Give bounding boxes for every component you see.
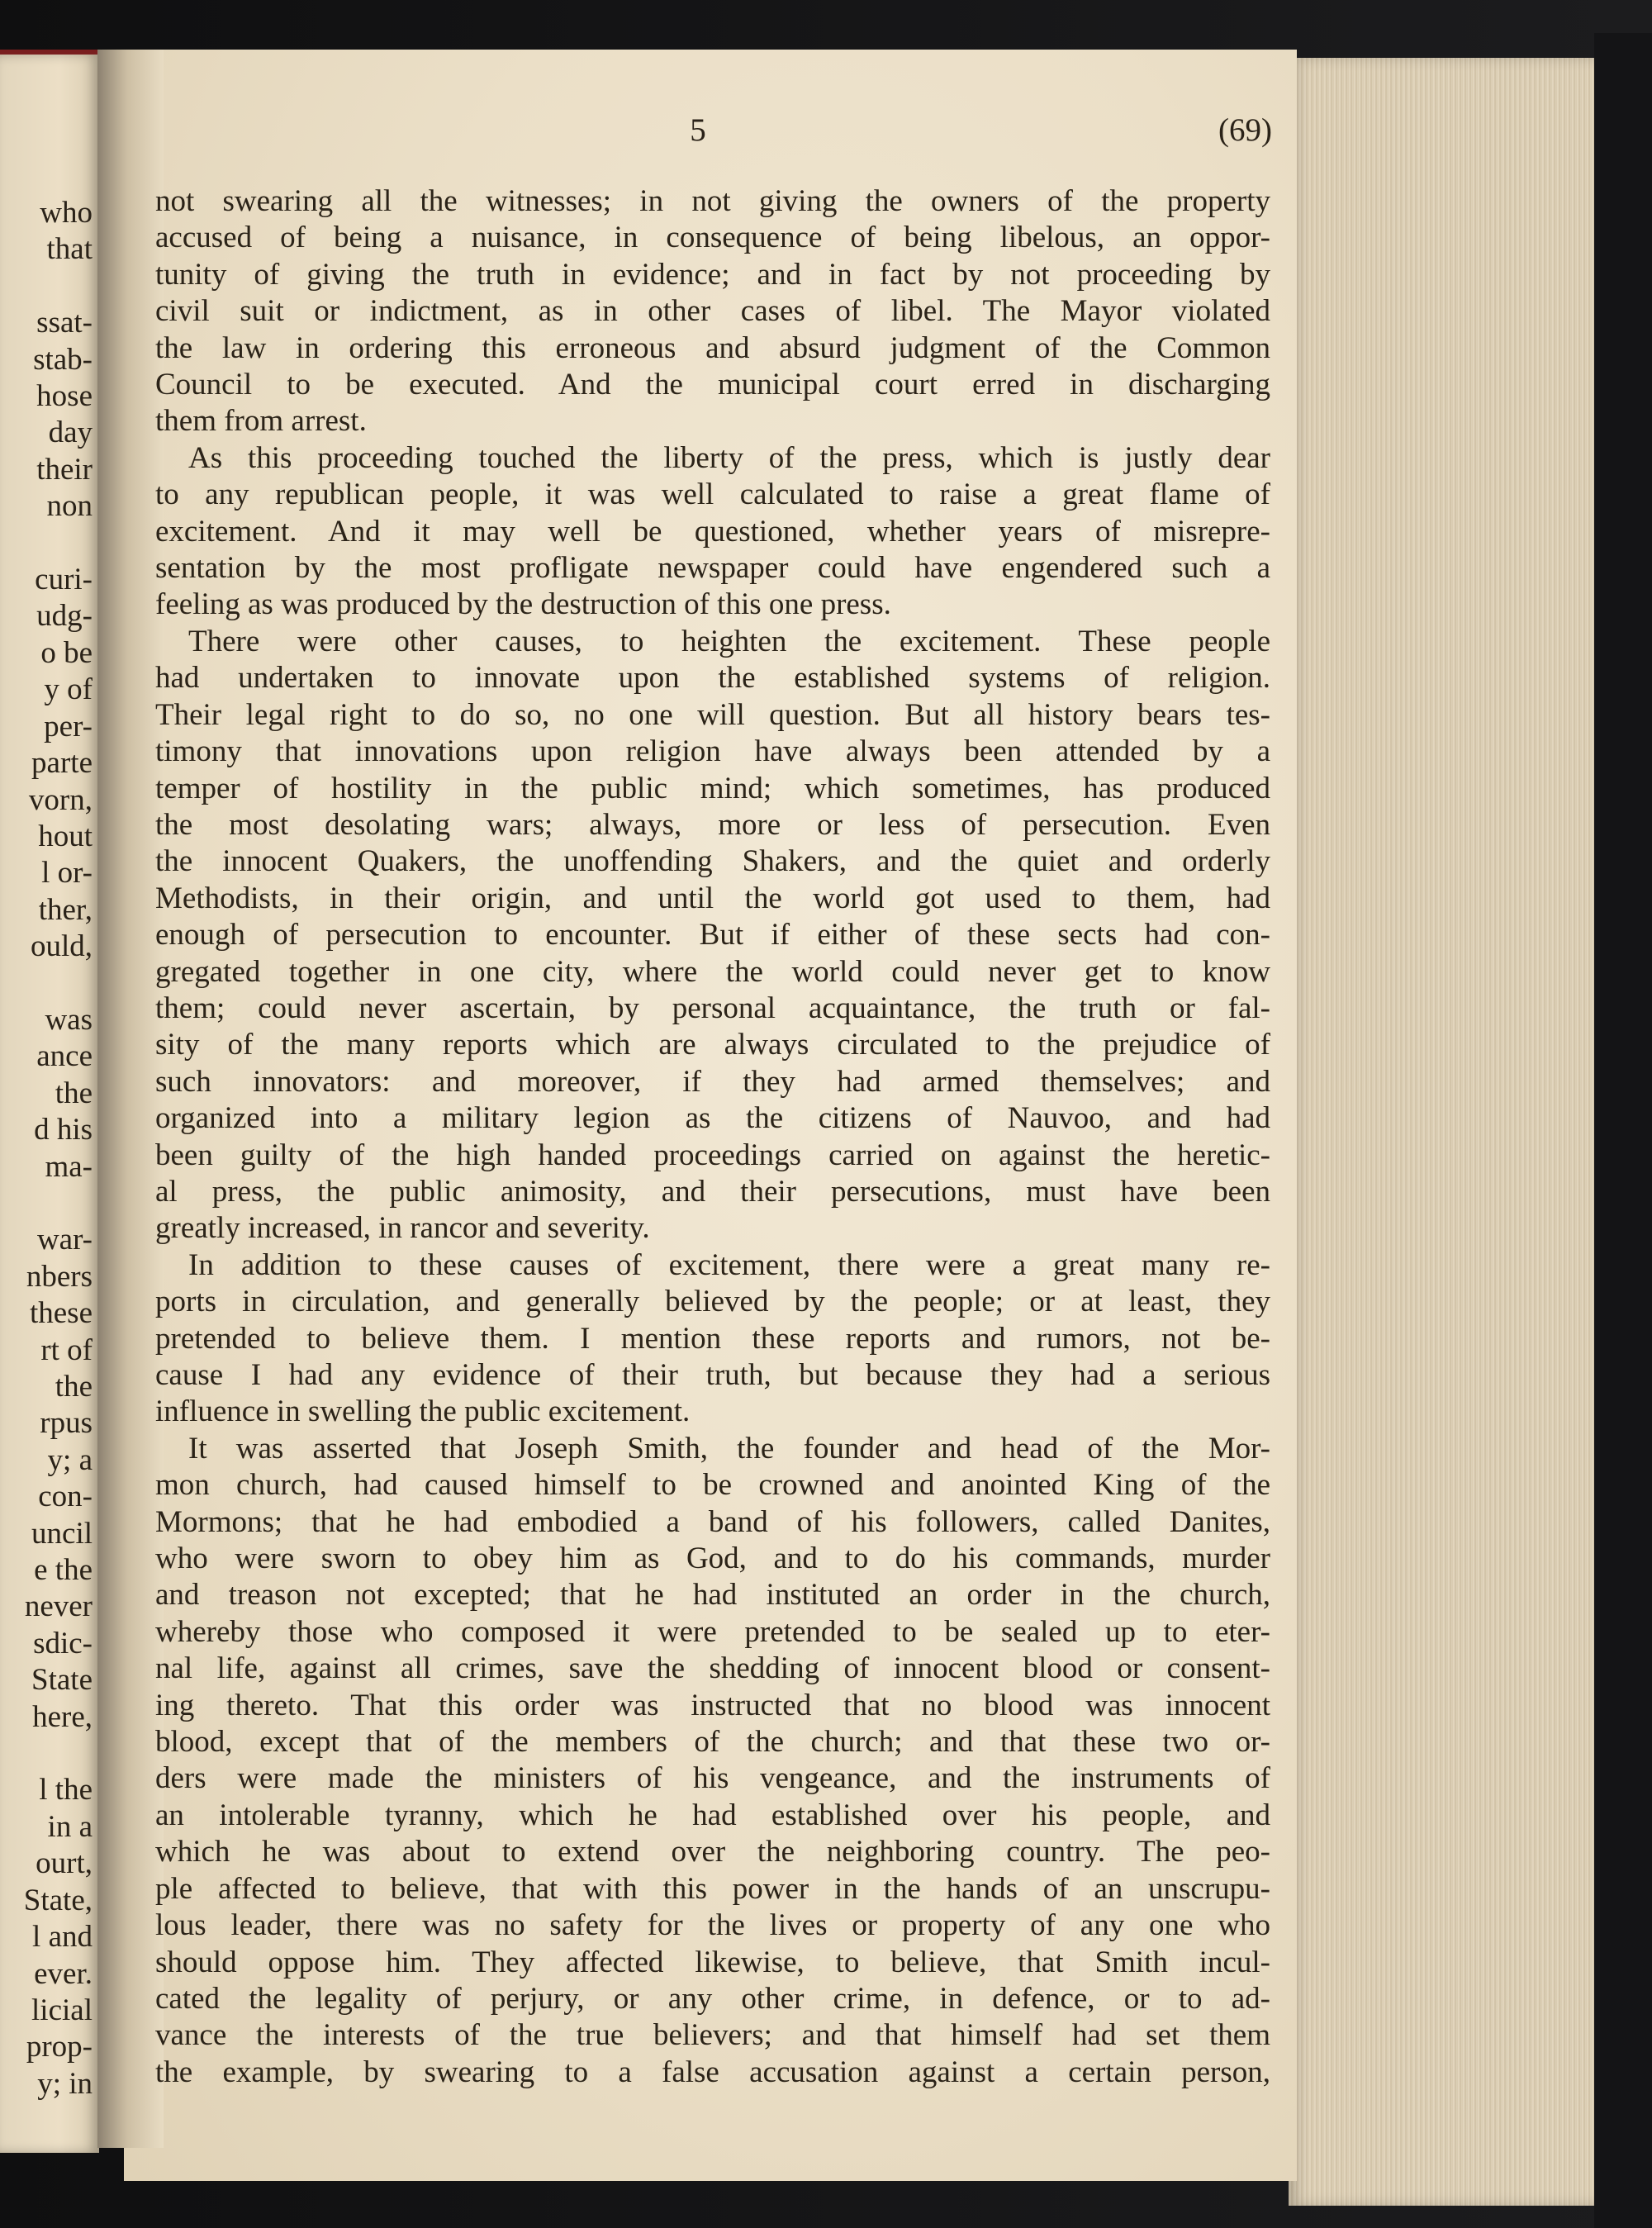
text-line: been guilty of the high handed proceedings carried on against the heretic- bbox=[155, 1138, 1270, 1172]
text-line: It was asserted that Joseph Smith, the founder and head of the Mor- bbox=[188, 1431, 1270, 1466]
text-line: In addition to these causes of excitement, there were a great many re- bbox=[188, 1247, 1270, 1282]
left-line: parte bbox=[31, 746, 93, 781]
left-line: l or- bbox=[41, 856, 93, 891]
text-line: feeling as was produced by the destruction of this one press. bbox=[155, 587, 891, 622]
text-line: and treason not excepted; that he had instituted an order in the church, bbox=[155, 1578, 1270, 1613]
left-line: never bbox=[24, 1589, 93, 1624]
text-line: whereby those who composed it were pretended to be sealed up to eter- bbox=[155, 1614, 1270, 1649]
left-line: these bbox=[29, 1296, 93, 1331]
left-line: curi- bbox=[35, 563, 93, 597]
left-line: ance bbox=[36, 1039, 93, 1074]
left-line: State bbox=[31, 1663, 93, 1698]
book-gutter bbox=[97, 50, 164, 2148]
left-line: the bbox=[55, 1076, 93, 1110]
text-line: the most desolating wars; always, more or less of persecution. Even bbox=[155, 807, 1270, 842]
text-line: Methodists, in their origin, and until the world got used to them, had bbox=[155, 881, 1270, 915]
left-line: rpus bbox=[40, 1406, 93, 1441]
text-line: an intolerable tyranny, which he had established over his people, and bbox=[155, 1798, 1270, 1832]
left-line: ould, bbox=[30, 929, 93, 964]
text-line: There were other causes, to heighten the excitement. These people bbox=[188, 624, 1270, 658]
text-line: organized into a military legion as the citizens of Nauvoo, and had bbox=[155, 1101, 1270, 1136]
text-line: sentation by the most profligate newspaper could have engendered such a bbox=[155, 551, 1270, 586]
text-line: such innovators: and moreover, if they had armed themselves; and bbox=[155, 1064, 1270, 1099]
text-line: them from arrest. bbox=[155, 404, 367, 439]
running-head bbox=[124, 112, 1272, 158]
text-line: the law in ordering this erroneous and absurd judgment of the Common bbox=[155, 330, 1270, 365]
text-line: lous leader, there was no safety for the lives or property of any one who bbox=[155, 1908, 1270, 1943]
left-line bbox=[2, 1185, 93, 1222]
text-line: timony that innovations upon religion have always been attended by a bbox=[155, 734, 1270, 769]
left-line: ther, bbox=[38, 892, 93, 927]
left-line bbox=[2, 966, 93, 1002]
text-line: sity of the many reports which are always circulated to the prejudice of bbox=[155, 1028, 1270, 1062]
book-cover-board bbox=[1594, 33, 1652, 2228]
left-line: per- bbox=[44, 709, 93, 743]
text-line: accused of being a nuisance, in consequence of being libelous, an oppor- bbox=[155, 221, 1270, 255]
text-line: ple affected to believe, that with this power in the hands of an unscrupu- bbox=[155, 1871, 1270, 1906]
text-line: mon church, had caused himself to be crowned and anointed King of the bbox=[155, 1468, 1270, 1503]
text-line: should oppose him. They affected likewise, to believe, that Smith incul- bbox=[155, 1945, 1270, 1979]
page-fore-edge bbox=[1289, 58, 1602, 2206]
text-line: greatly increased, in rancor and severity. bbox=[155, 1211, 650, 1246]
text-line: vance the interests of the true believers; and that himself had set them bbox=[155, 2018, 1270, 2053]
left-line: war- bbox=[36, 1223, 93, 1257]
text-line: excitement. And it may well be questioned, whether years of misrepre- bbox=[155, 514, 1270, 549]
left-line: the bbox=[55, 1370, 93, 1404]
text-line: enough of persecution to encounter. But if either of these sects had con- bbox=[155, 918, 1270, 952]
text-line: blood, except that of the members of the church; and that these two or- bbox=[155, 1725, 1270, 1760]
page-number: 5 bbox=[690, 112, 706, 148]
left-line bbox=[2, 268, 93, 305]
text-line: the example, by swearing to a false accusation against a certain person, bbox=[155, 2055, 1270, 2089]
left-line: in a bbox=[47, 1809, 93, 1844]
left-line: prop- bbox=[26, 2030, 93, 2064]
text-line: pretended to believe them. I mention these reports and rumors, not be- bbox=[155, 1321, 1270, 1356]
text-line: influence in swelling the public excitement. bbox=[155, 1394, 691, 1429]
left-line: here, bbox=[32, 1699, 93, 1734]
left-page-text-fragments bbox=[2, 195, 93, 2102]
text-line: not swearing all the witnesses; in not giving the owners of the property bbox=[155, 184, 1270, 218]
original-page-number: (69) bbox=[1218, 112, 1272, 148]
left-line: vorn, bbox=[28, 782, 93, 817]
left-line: hout bbox=[38, 819, 93, 853]
left-page-edge bbox=[0, 50, 99, 2153]
text-line: Council to be executed. And the municipal court erred in discharging bbox=[155, 368, 1270, 402]
text-line: tunity of giving the truth in evidence; and in fact by not proceeding by bbox=[155, 257, 1270, 292]
left-line: con- bbox=[38, 1480, 93, 1514]
text-line: Mormons; that he had embodied a band of his followers, called Danites, bbox=[155, 1504, 1270, 1539]
text-line: to any republican people, it was well calculated to raise a great flame of bbox=[155, 477, 1270, 512]
text-line: the innocent Quakers, the unoffending Shakers, and the quiet and orderly bbox=[155, 844, 1270, 879]
text-line: cated the legality of perjury, or any other crime, in defence, or to ad- bbox=[155, 1981, 1270, 2016]
left-line: State, bbox=[23, 1883, 93, 1917]
left-line: rt of bbox=[40, 1333, 93, 1367]
left-line: e the bbox=[34, 1553, 93, 1588]
left-line: that bbox=[46, 232, 93, 267]
left-line: hose bbox=[36, 379, 93, 414]
text-line: As this proceeding touched the liberty of the press, which is justly dear bbox=[188, 440, 1270, 475]
text-line: al press, the public animosity, and their persecutions, must have been bbox=[155, 1174, 1270, 1209]
left-line: l the bbox=[39, 1773, 93, 1808]
text-line: civil suit or indictment, as in other cases of libel. The Mayor violated bbox=[155, 294, 1270, 329]
left-line: ourt, bbox=[36, 1846, 93, 1881]
left-line: o be bbox=[40, 635, 93, 670]
body-text bbox=[155, 183, 1270, 2091]
left-line: ma- bbox=[45, 1149, 93, 1184]
text-line: ports in circulation, and generally believed by the people; or at least, they bbox=[155, 1285, 1270, 1319]
text-line: who were sworn to obey him as God, and to do his commands, murder bbox=[155, 1542, 1270, 1576]
left-line: sdic- bbox=[33, 1626, 93, 1660]
left-line bbox=[2, 1736, 93, 1772]
left-line: ssat- bbox=[36, 306, 93, 340]
left-line: y; in bbox=[37, 2066, 93, 2101]
left-line: y of bbox=[44, 672, 93, 707]
text-line: nal life, against all crimes, save the shedding of innocent blood or consent- bbox=[155, 1651, 1270, 1686]
left-line: uncil bbox=[31, 1516, 93, 1551]
text-line: temper of hostility in the public mind; which sometimes, has produced bbox=[155, 771, 1270, 805]
left-line: y; a bbox=[47, 1442, 93, 1477]
text-line: which he was about to extend over the neighboring country. The peo- bbox=[155, 1835, 1270, 1869]
left-line: d his bbox=[34, 1113, 93, 1147]
left-line: who bbox=[40, 196, 93, 230]
left-line: day bbox=[48, 416, 93, 450]
left-line: l and bbox=[32, 1920, 93, 1955]
left-line: licial bbox=[31, 1993, 93, 2027]
left-line: ever. bbox=[34, 1956, 93, 1991]
text-line: gregated together in one city, where the world could never get to know bbox=[155, 954, 1270, 989]
text-line: ing thereto. That this order was instructed that no blood was innocent bbox=[155, 1688, 1270, 1722]
text-line: cause I had any evidence of their truth, but because they had a serious bbox=[155, 1358, 1270, 1392]
left-line: non bbox=[46, 489, 93, 524]
left-line: their bbox=[36, 452, 93, 487]
text-line: them; could never ascertain, by personal acquaintance, the truth or fal- bbox=[155, 990, 1270, 1025]
left-line: udg- bbox=[36, 599, 93, 634]
left-line bbox=[2, 525, 93, 562]
text-line: had undertaken to innovate upon the established systems of religion. bbox=[155, 661, 1270, 696]
text-line: ders were made the ministers of his vengeance, and the instruments of bbox=[155, 1761, 1270, 1796]
text-line: Their legal right to do so, no one will question. But all history bears tes- bbox=[155, 697, 1270, 732]
left-line: was bbox=[45, 1002, 93, 1037]
left-line: nbers bbox=[26, 1259, 93, 1294]
left-line: stab- bbox=[33, 342, 93, 377]
